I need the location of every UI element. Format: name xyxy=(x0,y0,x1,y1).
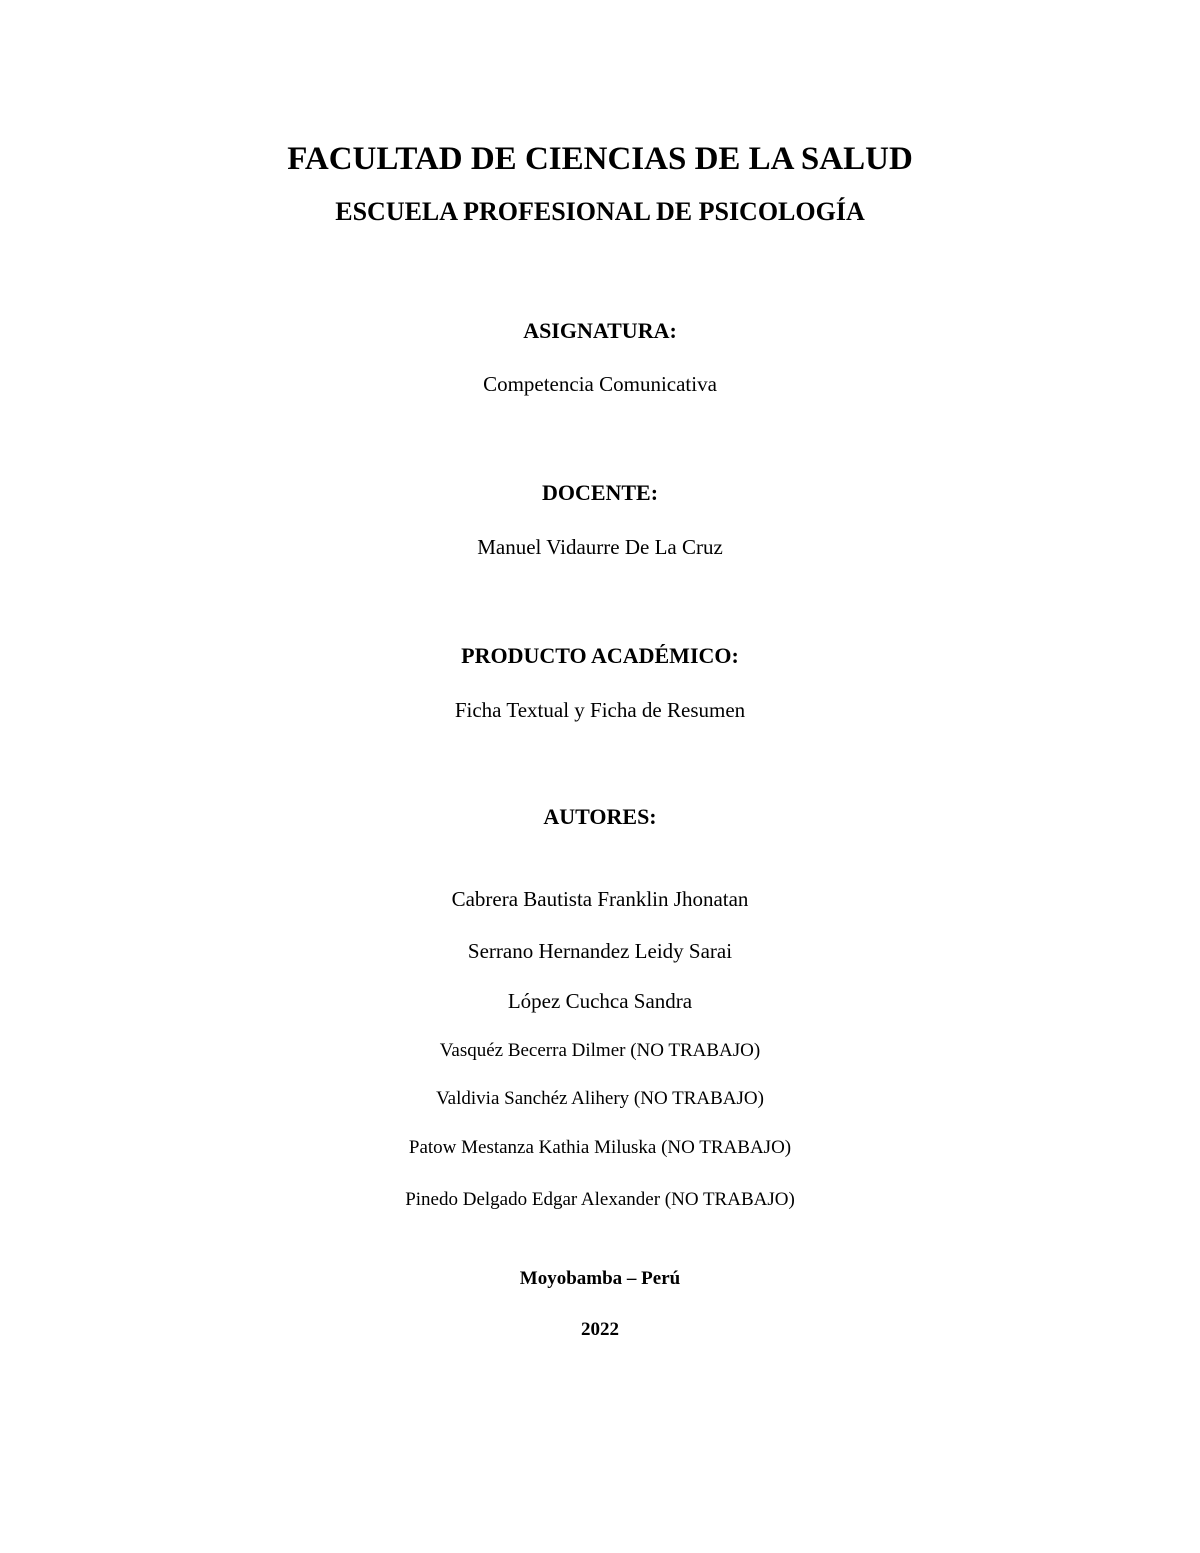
author-item: Patow Mestanza Kathia Miluska (NO TRABAJO) xyxy=(408,1137,792,1158)
authors-label: AUTORES: xyxy=(543,804,657,829)
teacher-label: DOCENTE: xyxy=(541,480,659,505)
year-label: 2022 xyxy=(581,1319,619,1340)
place-label: Moyobamba – Perú xyxy=(519,1268,681,1289)
teacher-value: Manuel Vidaurre De La Cruz xyxy=(477,535,723,559)
subject-label: ASIGNATURA: xyxy=(523,318,677,343)
product-value: Ficha Textual y Ficha de Resumen xyxy=(454,698,746,722)
author-item: Pinedo Delgado Edgar Alexander (NO TRABAJO) xyxy=(405,1189,795,1210)
faculty-title: FACULTAD DE CIENCIAS DE LA SALUD xyxy=(287,141,913,177)
author-item: Valdivia Sanchéz Alihery (NO TRABAJO) xyxy=(436,1088,764,1109)
subject-value: Competencia Comunicativa xyxy=(483,372,717,396)
author-item: Cabrera Bautista Franklin Jhonatan xyxy=(451,887,749,911)
author-item: Vasquéz Becerra Dilmer (NO TRABAJO) xyxy=(439,1040,761,1061)
author-item: Serrano Hernandez Leidy Sarai xyxy=(467,939,733,963)
product-label: PRODUCTO ACADÉMICO: xyxy=(461,643,739,668)
author-item: López Cuchca Sandra xyxy=(507,989,693,1013)
school-title: ESCUELA PROFESIONAL DE PSICOLOGÍA xyxy=(335,197,865,226)
